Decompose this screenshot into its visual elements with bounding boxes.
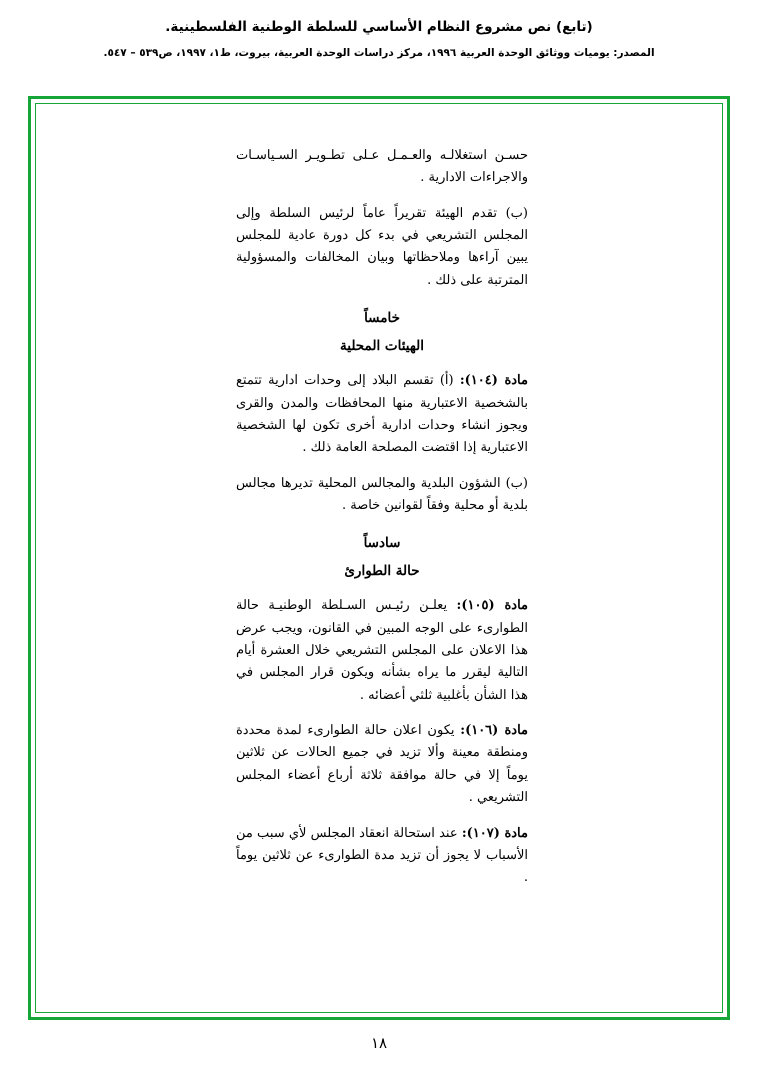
page-number: ١٨ xyxy=(370,1034,388,1052)
page-header xyxy=(0,0,758,61)
article-107-text: عند استحالة انعقاد المجلس لأي سبب من الأسباب لا يجوز أن تزيد مدة الطوارىء عن ثلاثين يوماً . xyxy=(236,825,528,886)
article-105 xyxy=(236,595,528,707)
article-104-label: مادة (١٠٤): xyxy=(459,373,528,389)
article-107-label: مادة (١٠٧): xyxy=(461,825,528,841)
article-107 xyxy=(236,823,528,890)
document-source-line: المصدر: يوميات ووثائق الوحدة العربية ١٩٩٦، مركز دراسات الوحدة العربية، بيروت، ط١، ١٩٩٧، ص٥٣٩ – ٥٤٧. xyxy=(103,46,655,59)
article-106-text: يكون اعلان حالة الطوارىء لمدة محددة ومنطقة معينة وألا تزيد في جميع الحالات عن ثلاثين يوماً إلا في حالة موافقة ثلاثة أرباع أعضاء المجلس التشريعي . xyxy=(236,723,528,806)
section-title-local-bodies: الهيئات المحلية xyxy=(340,338,424,355)
article-104 xyxy=(236,370,528,459)
text-column xyxy=(236,145,528,890)
section-order-six: سادساً xyxy=(363,535,401,552)
article-106-label: مادة (١٠٦): xyxy=(460,723,529,739)
decorative-border-outer xyxy=(28,96,730,1020)
article-104-b xyxy=(236,473,528,518)
paragraph-annual-report: (ب) تقدم الهيئة تقريراً عاماً لرئيس السلطة وإلى المجلس التشريعي في بدء كل دورة عادية للمجلس يبين آراءها وملاحظاتها وبيان المخالفات والمسؤولية المترتبة على ذلك . xyxy=(236,205,528,288)
article-106 xyxy=(236,720,528,809)
article-105-text: يعلـن رئيـس السـلطة الوطنيـة حالة الطوارىء على الوجه المبين في القانون، ويجب عرض هذا الاعلان على المجلس التشريعي خلال العشرة أيام التالية ليقرر ما يراه بشأنه ويكون قرار المجلس في هذا الشأن بأغلبية ثلثي أعضائه . xyxy=(236,598,528,703)
article-104-b-text: (ب) الشؤون البلدية والمجالس المحلية تديرها مجالس بلدية أو محلية وفقاً لقوانين خاصة . xyxy=(236,475,528,513)
section-title-emergency: حالة الطوارئ xyxy=(344,563,420,580)
article-104-text: (أ) تقسم البلاد إلى وحدات ادارية تتمتع بالشخصية الاعتبارية منها المحافظات والمدن والقرى ويجوز انشاء وحدات ادارية أخرى تكون لها الشخصية الاعتبارية إذا اقتضت المصلحة العامة ذلك . xyxy=(236,373,528,456)
document-title: (تابع) نص مشروع النظام الأساسي للسلطة الوطنية الفلسطينية. xyxy=(165,19,593,35)
section-order-five: خامساً xyxy=(364,310,400,327)
article-105-label: مادة (١٠٥): xyxy=(456,598,528,614)
paragraph-continued: حسـن استغلالـه والعـمـل عـلى تطـويـر السـياسـات والاجراءات الادارية . xyxy=(236,148,528,186)
document-body xyxy=(31,99,733,903)
